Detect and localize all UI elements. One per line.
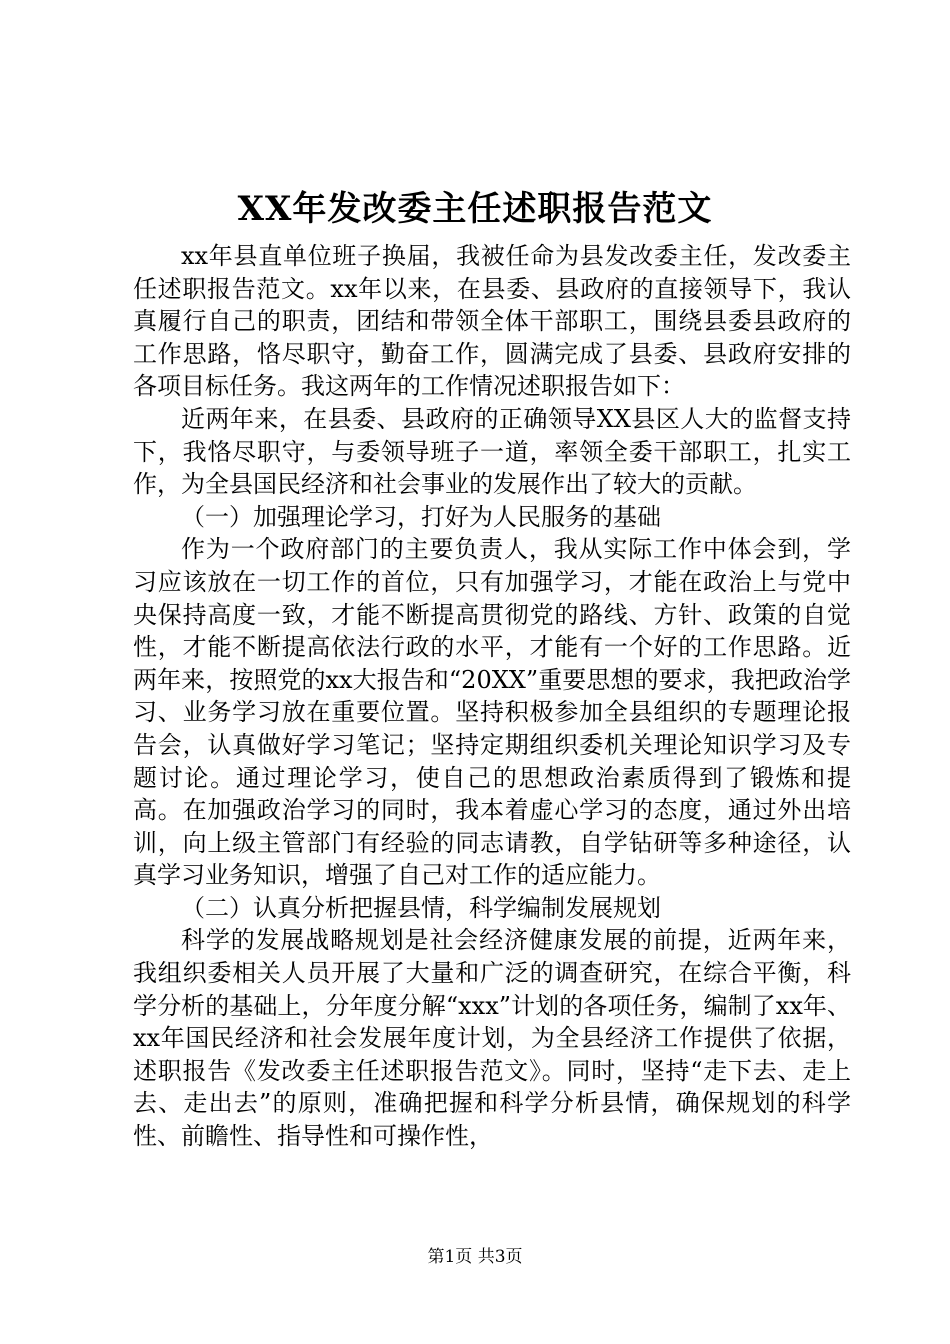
paragraph-intro: xx年县直单位班子换届，我被任命为县发改委主任，发改委主任述职报告范文。xx年以来，在县委、县政府的直接领导下，我认真履行自己的职责，团结和带领全体干部职工，围绕县委县政府的工作思路，恪尽职守，勤奋工作，圆满完成了县委、县政府安排的各项目标任务。我这两年的工作情况述职报告如下：: [133, 242, 851, 401]
section-heading-2: （二）认真分析把握县情，科学编制发展规划: [181, 893, 661, 922]
page-number-footer: 第1页 共3页: [427, 1247, 523, 1267]
paragraph-section-1: 作为一个政府部门的主要负责人，我从实际工作中体会到，学习应该放在一切工作的首位，只有加强学习，才能在政治上与党中央保持高度一致，才能不断提高贯彻党的路线、方针、政策的自觉性，才能不断提高依法行政的水平，才能有一个好的工作思路。近两年来，按照党的xx大报告和“20XX”重要思想的要求，我把政治学习、业务学习放在重要位置。坚持积极参加全县组织的专题理论报告会，认真做好学习笔记；坚持定期组织委机关理论知识学习及专题讨论。通过理论学习，使自己的思想政治素质得到了锻炼和提高。在加强政治学习的同时，我本着虚心学习的态度，通过外出培训，向上级主管部门有经验的同志请教，自学钻研等多种途径，认真学习业务知识，增强了自己对工作的适应能力。: [133, 535, 851, 890]
section-heading-1: （一）加强理论学习，打好为人民服务的基础: [181, 502, 661, 531]
document-title: XX年发改委主任述职报告范文: [237, 189, 713, 229]
document-body: [133, 240, 851, 1153]
paragraph-summary: 近两年来，在县委、县政府的正确领导XX县区人大的监督支持下，我恪尽职守，与委领导班子一道，率领全委干部职工，扎实工作，为全县国民经济和社会事业的发展作出了较大的贡献。: [133, 404, 851, 499]
paragraph-section-2: 科学的发展战略规划是社会经济健康发展的前提，近两年来，我组织委相关人员开展了大量和广泛的调查研究，在综合平衡，科学分析的基础上，分年度分解“xxx”计划的各项任务，编制了xx年、xx年国民经济和社会发展年度计划，为全县经济工作提供了依据，述职报告《发改委主任述职报告范文》。同时，坚持“走下去、走上去、走出去”的原则，准确把握和科学分析县情，确保规划的科学性、前瞻性、指导性和可操作性，: [133, 926, 851, 1151]
